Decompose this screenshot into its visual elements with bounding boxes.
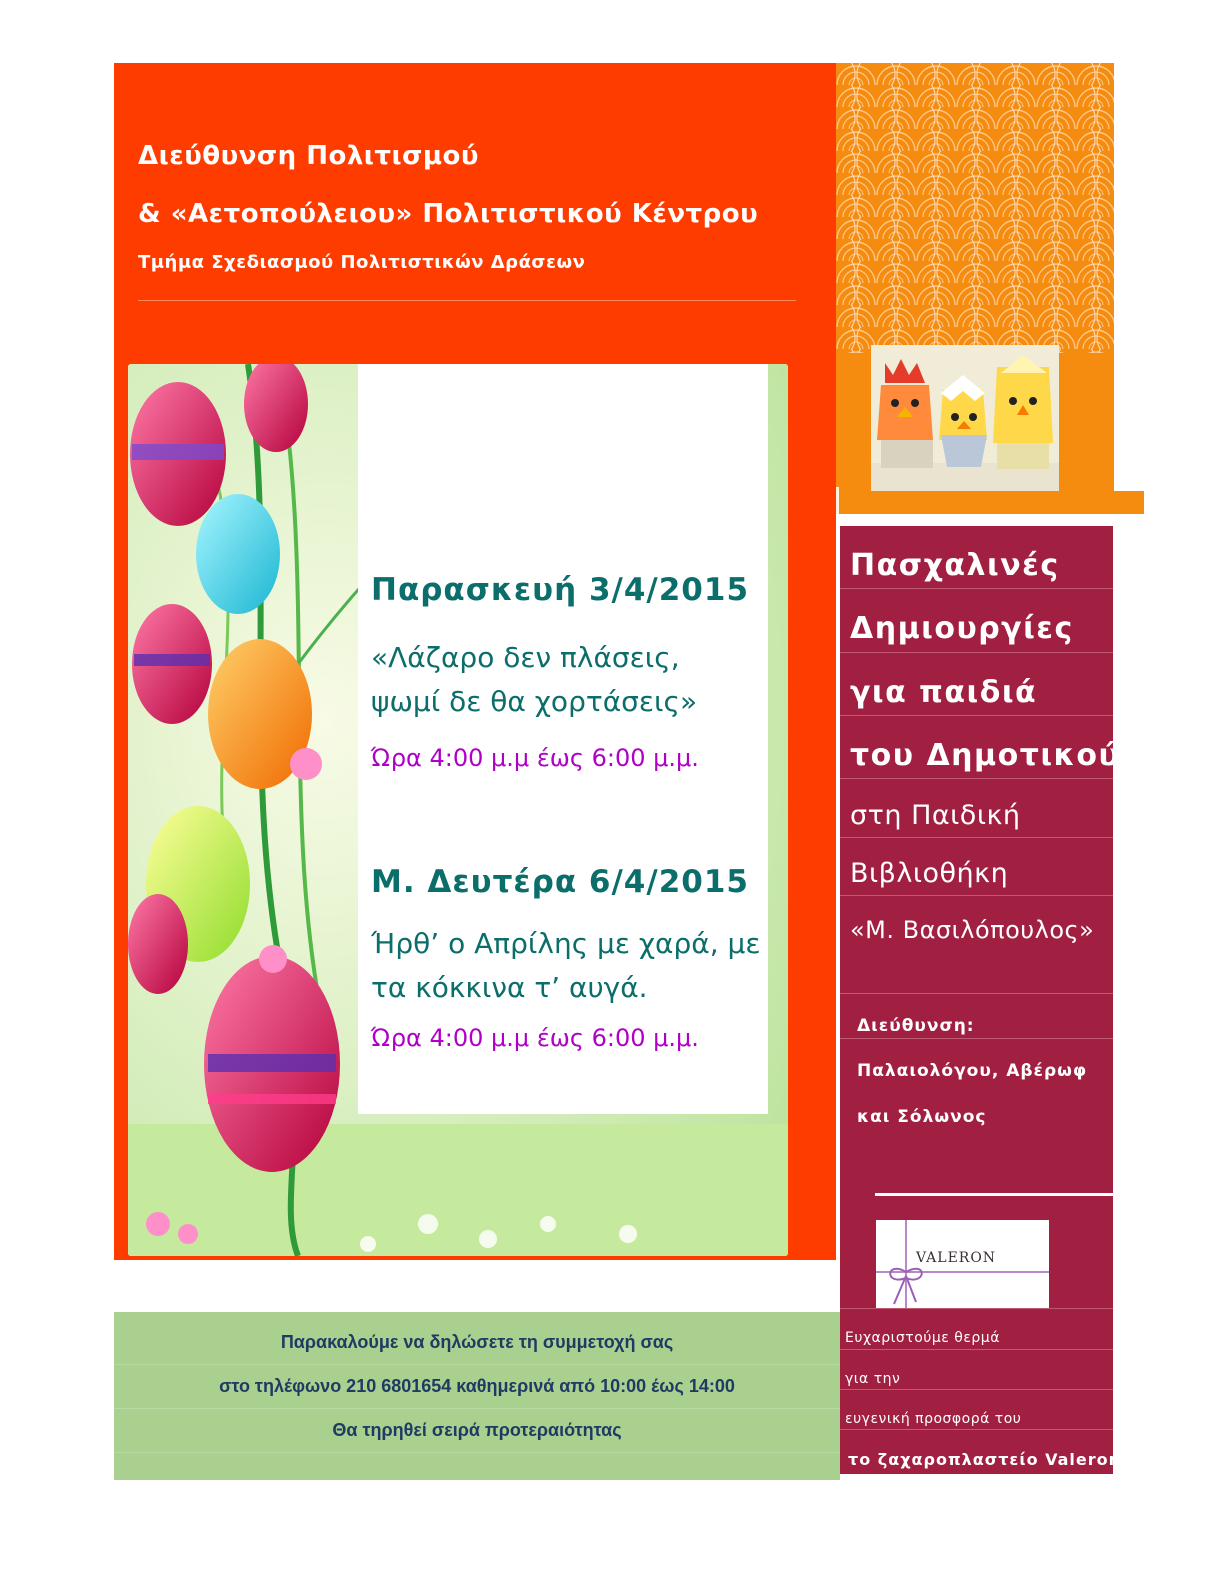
sponsor-logo-text: VALERON xyxy=(916,1250,997,1266)
info-divider xyxy=(840,715,1113,716)
phone-and-hours: στο τηλέφωνο 210 6801654 καθημερινά από 10:00 έως 14:00 xyxy=(219,1376,735,1396)
title-line-4: του Δημοτικού xyxy=(850,738,1121,773)
event-2-date: Μ. Δευτέρα 6/4/2015 xyxy=(371,864,749,900)
header-divider xyxy=(138,300,796,301)
info-divider xyxy=(840,1038,1113,1039)
address-label: Διεύθυνση: xyxy=(857,1016,975,1036)
title-line-3: για παιδιά xyxy=(850,675,1038,710)
directorate-title: Διεύθυνση Πολιτισμού xyxy=(138,141,479,171)
department-subtitle: Τμήμα Σχεδιασμού Πολιτιστικών Δράσεων xyxy=(138,252,586,273)
library-name: «Μ. Βασιλόπουλος» xyxy=(850,916,1095,944)
paper-chicks-illustration xyxy=(871,345,1059,491)
event-1-hours: Ώρα 4:00 μ.μ έως 6:00 μ.μ. xyxy=(371,744,699,772)
event-1-date: Παρασκευή 3/4/2015 xyxy=(371,572,750,608)
place-line-1: στη Παιδική xyxy=(850,800,1021,831)
sponsor-name: το ζαχαροπλαστείο Valeron xyxy=(848,1450,1122,1469)
info-divider xyxy=(840,1429,1113,1430)
footer-divider xyxy=(114,1452,840,1453)
registration-footer xyxy=(114,1312,840,1480)
priority-note: Θα τηρηθεί σειρά προτεραιότητας xyxy=(332,1420,622,1440)
title-line-1: Πασχαλινές xyxy=(850,548,1060,583)
event-1-saying-line1: «Λάζαρο δεν πλάσεις, xyxy=(371,641,680,674)
address-line-1: Παλαιολόγου, Αβέρωφ xyxy=(857,1061,1088,1081)
info-divider xyxy=(840,993,1113,994)
place-line-2: Βιβλιοθήκη xyxy=(850,858,1009,889)
wave-pattern xyxy=(836,63,1114,353)
cultural-center-title: & «Αετοπούλειου» Πολιτιστικού Κέντρου xyxy=(138,199,759,229)
event-2-saying-line2: τα κόκκινα τ’ αυγά. xyxy=(371,971,648,1004)
address-divider xyxy=(875,1193,1113,1196)
event-1-saying-line2: ψωμί δε θα χορτάσεις» xyxy=(371,685,698,718)
thanks-line-3: ευγενική προσφορά του xyxy=(845,1411,1022,1427)
paper-chicks-photo xyxy=(871,345,1059,491)
thanks-line-1: Ευχαριστούμε θερμά xyxy=(845,1330,1000,1346)
info-divider xyxy=(840,652,1113,653)
easter-picture-panel xyxy=(128,364,788,1256)
info-divider xyxy=(840,837,1113,838)
info-divider xyxy=(840,1308,1113,1309)
sponsor-logo xyxy=(876,1220,1049,1308)
info-divider xyxy=(840,895,1113,896)
event-2-saying-line1: Ήρθ’ ο Απρίλης με χαρά, με xyxy=(371,927,761,960)
footer-divider xyxy=(114,1364,840,1365)
info-divider xyxy=(840,588,1113,589)
info-divider xyxy=(840,1349,1113,1350)
address-line-2: και Σόλωνος xyxy=(857,1107,987,1127)
title-line-2: Δημιουργίες xyxy=(850,611,1074,646)
info-divider xyxy=(840,1389,1113,1390)
footer-divider xyxy=(114,1408,840,1409)
info-column xyxy=(840,526,1122,1474)
event-2-hours: Ώρα 4:00 μ.μ έως 6:00 μ.μ. xyxy=(371,1024,699,1052)
registration-request: Παρακαλούμε να δηλώσετε τη συμμετοχή σας xyxy=(280,1332,674,1352)
info-divider xyxy=(840,778,1113,779)
thanks-line-2: για την xyxy=(845,1371,901,1387)
ribbon-bow-icon xyxy=(876,1220,1049,1308)
